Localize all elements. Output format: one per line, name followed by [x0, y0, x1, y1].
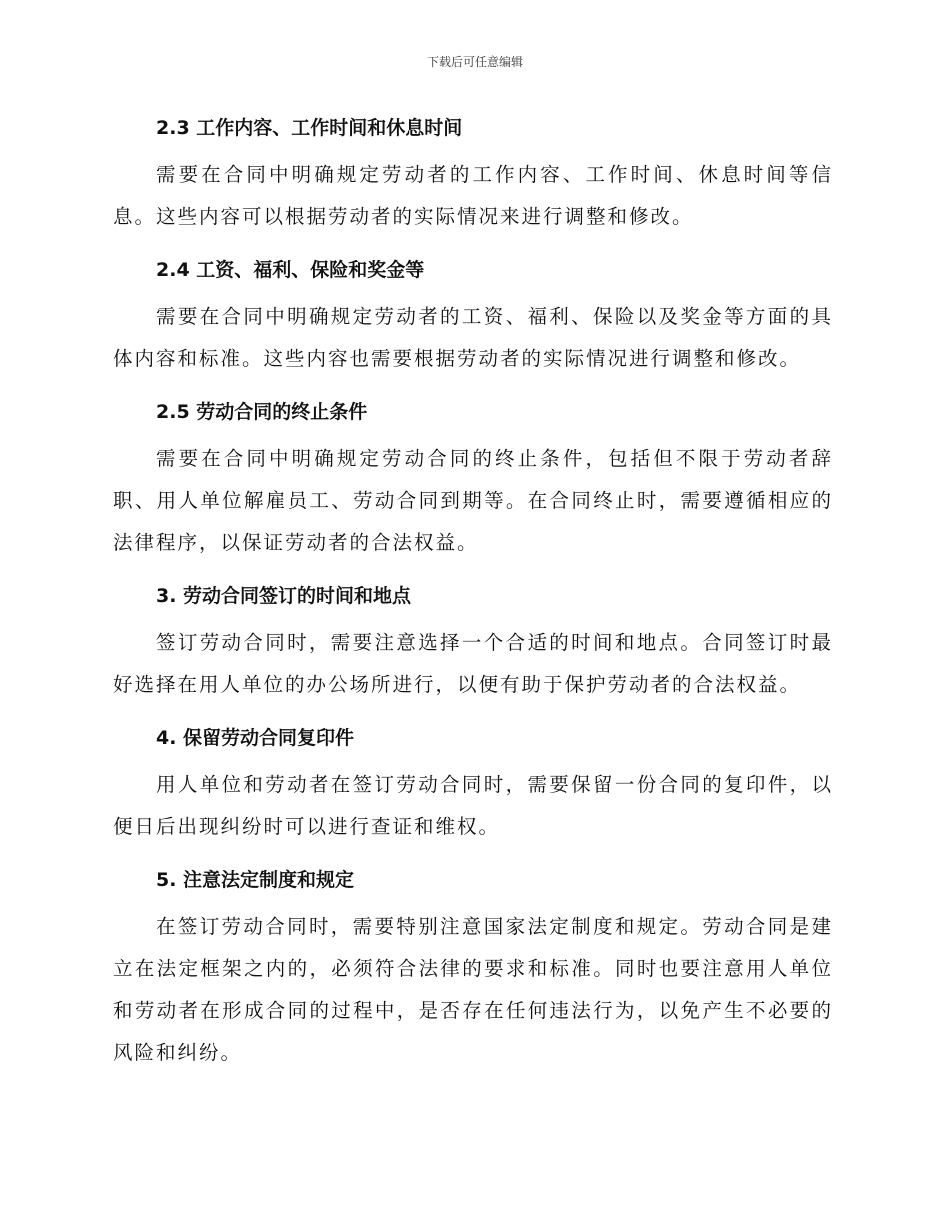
section-paragraph: 需要在合同中明确规定劳动者的工资、福利、保险以及奖金等方面的具体内容和标准。这些内容也需要根据劳动者的实际情况进行调整和修改。 — [113, 305, 833, 370]
section-2-3 — [113, 108, 833, 238]
section-5 — [113, 860, 833, 1074]
section-2-4 — [113, 250, 833, 380]
section-paragraph: 用人单位和劳动者在签订劳动合同时，需要保留一份合同的复印件，以便日后出现纠纷时可以进行查证和维权。 — [113, 773, 833, 838]
section-heading: 2.5 劳动合同的终止条件 — [156, 401, 368, 423]
section-paragraph: 签订劳动合同时，需要注意选择一个合适的时间和地点。合同签订时最好选择在用人单位的办公场所进行，以便有助于保护劳动者的合法权益。 — [113, 631, 833, 696]
section-paragraph: 需要在合同中明确规定劳动合同的终止条件，包括但不限于劳动者辞职、用人单位解雇员工、劳动合同到期等。在合同终止时，需要遵循相应的法律程序，以保证劳动者的合法权益。 — [113, 447, 833, 554]
section-heading: 3. 劳动合同签订的时间和地点 — [156, 585, 412, 607]
section-heading: 2.3 工作内容、工作时间和休息时间 — [156, 117, 463, 139]
section-heading: 4. 保留劳动合同复印件 — [156, 727, 355, 749]
section-heading: 5. 注意法定制度和规定 — [156, 869, 355, 891]
section-4 — [113, 718, 833, 848]
section-paragraph: 在签订劳动合同时，需要特别注意国家法定制度和规定。劳动合同是建立在法定框架之内的，必须符合法律的要求和标准。同时也要注意用人单位和劳动者在形成合同的过程中，是否存在任何违法行为，以免产生不必要的风险和纠纷。 — [113, 915, 833, 1064]
section-paragraph: 需要在合同中明确规定劳动者的工作内容、工作时间、休息时间等信息。这些内容可以根据劳动者的实际情况来进行调整和修改。 — [113, 163, 833, 228]
document-body — [113, 108, 833, 1086]
section-2-5 — [113, 392, 833, 564]
section-3 — [113, 576, 833, 706]
section-heading: 2.4 工资、福利、保险和奖金等 — [156, 259, 425, 281]
page-header: 下载后可任意编辑 — [426, 55, 523, 69]
